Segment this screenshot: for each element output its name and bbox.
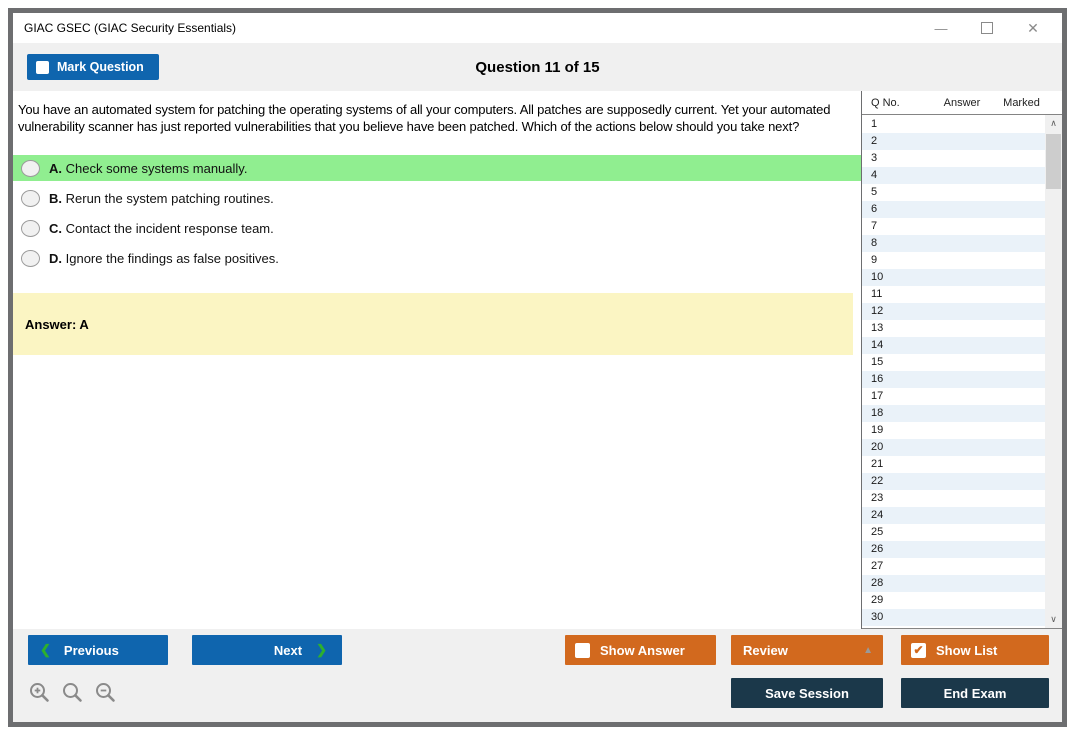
option-b-radio[interactable] <box>21 190 40 207</box>
question-list <box>862 115 1062 629</box>
minimize-icon: — <box>934 20 948 36</box>
show-list-button[interactable] <box>901 635 1049 665</box>
next-label: Next <box>273 642 303 658</box>
scrollbar[interactable] <box>1045 115 1062 628</box>
review-caret-icon: ▲ <box>863 644 873 656</box>
question-list-row[interactable]: 14 <box>862 337 1045 354</box>
question-list-row[interactable]: 18 <box>862 405 1045 422</box>
question-list-row[interactable]: 4 <box>862 167 1045 184</box>
zoom-out-icon[interactable] <box>94 681 118 705</box>
col-marked: Marked <box>1003 96 1040 109</box>
show-list-checkbox[interactable] <box>911 643 926 658</box>
question-list-row[interactable]: 19 <box>871 424 884 436</box>
question-panel <box>13 91 861 629</box>
scroll-down-icon[interactable]: ∨ <box>1050 614 1057 624</box>
question-list-row[interactable]: 12 <box>862 303 1045 320</box>
end-exam-label: End Exam <box>943 685 1007 701</box>
save-session-button[interactable] <box>731 678 883 708</box>
question-list-row[interactable]: 2 <box>862 133 1045 150</box>
review-label: Review <box>743 642 788 658</box>
answer-option-a[interactable] <box>13 155 861 181</box>
question-list-row[interactable]: 10 <box>862 269 1045 286</box>
question-list-row[interactable]: 7 <box>871 220 878 232</box>
option-text: Rerun the system patching routines. <box>65 190 274 206</box>
answer-option-d[interactable] <box>13 245 861 271</box>
question-list-row[interactable]: 29 <box>871 594 884 606</box>
question-list-row[interactable]: 1 <box>871 118 878 130</box>
scroll-up-icon[interactable]: ∧ <box>1050 118 1057 128</box>
question-list-row[interactable]: 20 <box>862 439 1045 456</box>
question-list-row[interactable]: 26 <box>862 541 1045 558</box>
question-list-row[interactable]: 5 <box>871 186 878 198</box>
show-answer-label: Show Answer <box>600 642 685 658</box>
close-button[interactable] <box>1010 13 1056 43</box>
window-title: GIAC GSEC (GIAC Security Essentials) <box>24 21 237 35</box>
option-letter: B. <box>49 190 62 206</box>
review-button[interactable] <box>731 635 883 665</box>
question-list-row[interactable]: 17 <box>871 390 884 402</box>
question-list-row[interactable]: 22 <box>862 473 1045 490</box>
option-d-radio[interactable] <box>21 250 40 267</box>
prev-chevron-icon: ❮ <box>40 642 51 657</box>
option-a-radio[interactable] <box>21 160 40 177</box>
end-exam-button[interactable] <box>901 678 1049 708</box>
previous-button[interactable] <box>28 635 168 665</box>
mark-question-label: Mark Question <box>57 60 144 74</box>
main-content <box>13 91 1062 629</box>
close-icon: ✕ <box>1027 19 1039 36</box>
question-list-row[interactable]: 15 <box>871 356 884 368</box>
question-counter: Question 11 of 15 <box>475 58 600 76</box>
question-list-row[interactable]: 16 <box>862 371 1045 388</box>
check-icon: ✔ <box>913 642 924 657</box>
question-list-row[interactable]: 8 <box>862 235 1045 252</box>
option-text: Check some systems manually. <box>65 160 248 176</box>
footer <box>13 629 1062 722</box>
question-list-row[interactable]: 25 <box>871 526 884 538</box>
window-controls <box>918 13 1062 43</box>
col-qno: Q No. <box>871 96 900 109</box>
option-text: Ignore the findings as false positives. <box>65 250 279 266</box>
answer-label: Answer: A <box>25 316 89 332</box>
question-list-row[interactable]: 28 <box>862 575 1045 592</box>
option-text: Contact the incident response team. <box>65 220 274 236</box>
question-list-rows <box>862 116 1045 626</box>
scrollbar-thumb[interactable] <box>1046 134 1061 189</box>
question-list-row[interactable]: 24 <box>862 507 1045 524</box>
maximize-icon <box>981 22 993 34</box>
option-letter: C. <box>49 220 62 236</box>
maximize-button[interactable] <box>964 13 1010 43</box>
title-bar <box>13 13 1062 43</box>
col-answer: Answer <box>943 96 981 109</box>
answer-option-b[interactable] <box>13 185 861 211</box>
answer-box <box>13 293 853 355</box>
answer-options <box>13 155 861 271</box>
zoom-controls <box>28 681 118 705</box>
question-list-header <box>862 91 1062 115</box>
app-window <box>8 8 1067 727</box>
show-list-label: Show List <box>936 642 998 658</box>
question-list-row[interactable]: 23 <box>871 492 884 504</box>
option-c-radio[interactable] <box>21 220 40 237</box>
minimize-button[interactable] <box>918 13 964 43</box>
question-list-row[interactable]: 21 <box>871 458 884 470</box>
zoom-reset-icon[interactable] <box>61 681 85 705</box>
question-list-row[interactable]: 6 <box>862 201 1045 218</box>
previous-label: Previous <box>63 642 119 658</box>
question-list-row[interactable]: 3 <box>871 152 878 164</box>
option-letter: A. <box>49 160 62 176</box>
zoom-in-icon[interactable] <box>28 681 52 705</box>
toolbar-header <box>13 43 1062 91</box>
question-list-row[interactable]: 9 <box>871 254 878 266</box>
question-list-row[interactable]: 13 <box>871 322 884 334</box>
question-list-row[interactable]: 30 <box>862 609 1045 626</box>
next-chevron-icon: ❯ <box>316 642 327 657</box>
question-list-row[interactable]: 11 <box>871 288 883 300</box>
show-answer-checkbox[interactable] <box>575 643 590 658</box>
show-answer-button[interactable] <box>565 635 716 665</box>
question-list-row[interactable]: 27 <box>871 560 884 572</box>
next-button[interactable] <box>192 635 342 665</box>
question-list-panel <box>861 91 1062 629</box>
option-letter: D. <box>49 250 62 266</box>
question-text: You have an automated system for patching the operating systems of all your computers. All patches are supposedly current. Yet your automated vulnerability scanner has just reported vulnerabilities that you believe have been patched. Which of the actions below should you take next? <box>18 102 831 134</box>
save-session-label: Save Session <box>765 685 849 701</box>
answer-option-c[interactable] <box>13 215 861 241</box>
